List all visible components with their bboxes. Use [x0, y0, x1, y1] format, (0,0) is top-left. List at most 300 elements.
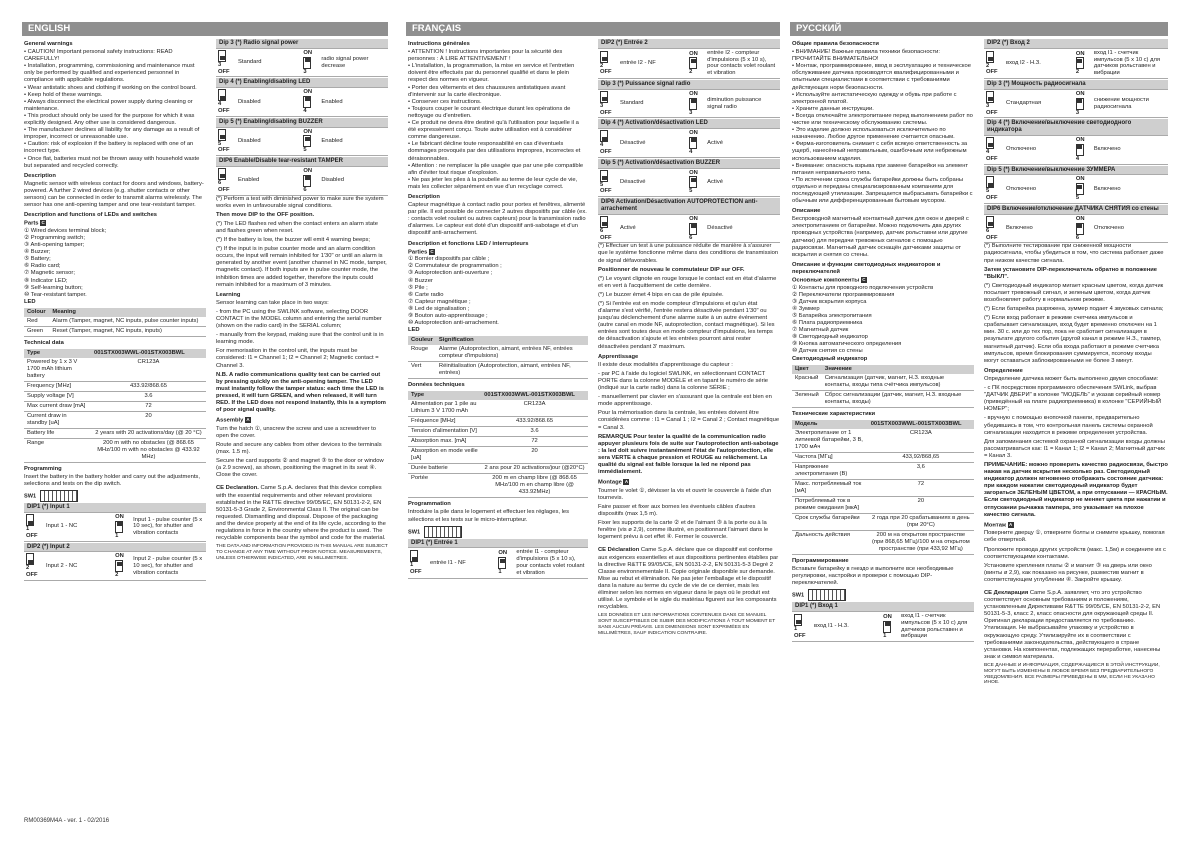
warning-item: • ВНИМАНИЕ! Важные правила техники безопасности: ПРОЧИТАЙТЕ ВНИМАТЕЛЬНО!: [792, 49, 940, 63]
warning-item: • Храните данные инструкции.: [792, 105, 874, 112]
table-cell: 200 m en champ libre (@ 868.65 MHz/100 m en champ libre (@ 433.92MHz): [481, 474, 588, 498]
table-row: [408, 362, 588, 379]
dip-off-switch: [598, 129, 618, 158]
en-description-heading: Description: [24, 172, 56, 179]
dip-title: DIP6 Enable/Disable tear-resistant TAMPER: [216, 157, 388, 166]
fr-description-heading: Description: [408, 193, 440, 200]
dip-off-switch: [984, 214, 1004, 243]
assembly-item: Route and secure any cables from other devices to the terminals (max. 1.5 m).: [216, 442, 382, 456]
part-item: ⑨ Bouton auto-apprentissage ;: [408, 313, 488, 319]
dip-title: Dip 3 (*) Radio signal power: [216, 39, 388, 48]
dip-off-switch: [598, 89, 618, 118]
en-led-table: [24, 308, 206, 337]
dip-row: [598, 129, 780, 158]
dip-on-number: 2: [1075, 69, 1080, 76]
table-cell: Battery life: [24, 429, 91, 439]
table-cell: Tension d'alimentation [V]: [408, 427, 481, 437]
note-item: (*) Le buzzer émet 4 bips en cas de pile épuisée.: [598, 291, 724, 298]
dip-table: [24, 503, 206, 541]
figure-ref-icon: A: [624, 479, 629, 485]
dip-off-switch: [598, 48, 618, 78]
warning-item: • Caution: risk of explosion if the battery is replaced with one of an incorrect type.: [24, 141, 194, 155]
dip-off-number: 4 OFF: [600, 142, 612, 155]
switch-off-icon: [600, 51, 608, 63]
dip-off-number: 2 OFF: [600, 62, 612, 76]
part-item: ④ Buzzer;: [24, 249, 51, 256]
dip-title: Dip 5 (*) Включение/выключение ЗУММЕРА: [984, 166, 1168, 175]
ru-learning-heading: Определение: [984, 367, 1023, 374]
ru-assembly-heading: Монтаж A: [984, 521, 1013, 529]
part-item: ⑥ Плата радиоприемника: [792, 320, 863, 327]
table-cell: 72: [481, 437, 588, 447]
en-assembly-text: [216, 426, 388, 480]
table-row: [24, 439, 206, 463]
ru-notes: [984, 243, 1168, 365]
dip-title-row: [24, 543, 206, 552]
table-cell: 433.92/868.65: [481, 417, 588, 427]
assembly-item: Secure the card supports ② and magnet ③ to the door or window (a 2.9 screws), as shown, positioning the magnet in its seat ④. Close the cover.: [216, 458, 384, 479]
dip-on-text: вход I1 - счетчик импульсов (5 x 10 с) для датчиков рольставен и вибрации: [899, 611, 974, 641]
part-item: ③ Autoprotection anti-ouverture ;: [408, 270, 493, 277]
en-programming-heading: Programming: [24, 466, 62, 472]
fr-dip-tables-a: [408, 539, 588, 579]
table-row: [408, 427, 588, 437]
en-sw1: SW1: [24, 490, 206, 502]
table-cell: Напряжение электропитания (В): [792, 462, 868, 479]
dip-off-text: Désactivé: [618, 129, 687, 158]
dip-off-text: Activé: [618, 214, 687, 243]
assembly-item: Установите крепления платы ② и магнит ③ на дверь или окно (винты ø 2,9), как показано на рисунке, разместив магнит в соответствующем углублении ④. Закройте крышку.: [984, 562, 1152, 583]
on-label: ON: [303, 128, 313, 135]
dip-table: [792, 602, 974, 642]
dip-off-number: 3 OFF: [986, 102, 998, 116]
dip-off-switch: [984, 175, 1004, 204]
part-item: ⑨ Self-learning button;: [24, 284, 83, 291]
dip-table: [216, 157, 388, 195]
dip-title: Dip 3 (*) Puissance signal radio: [598, 80, 780, 89]
ru-tech-table: [792, 420, 974, 555]
table-cell: Потребляемый ток в режиме ожидания [мкА]: [792, 496, 868, 513]
dip-on-number: 6: [1075, 234, 1080, 241]
dip-off-number: 5 OFF: [218, 140, 230, 154]
part-item: ① Bornier dispositifs par câble ;: [408, 256, 490, 263]
table-cell: Absorption en mode veille [uA]: [408, 447, 481, 464]
dip-on-switch: [301, 88, 319, 117]
part-item: ① Wired devices terminal block;: [24, 227, 107, 234]
en-tech-table: [24, 349, 206, 463]
dip-off-text: Отключено: [1004, 175, 1074, 204]
table-header-cell: Colour: [24, 308, 49, 317]
dip-row: [216, 127, 388, 156]
dip-off-switch: [216, 127, 236, 156]
dip-title: Dip 4 (*) Включение/выключение светодиодного индикатора: [984, 119, 1168, 135]
dip-title: DIP1 (*) Input 1: [24, 503, 206, 512]
table-cell: 72: [91, 402, 206, 412]
switch-on-icon: [1076, 57, 1084, 69]
table-header-row: [408, 336, 588, 345]
dip-title-row: [598, 119, 780, 128]
switch-on-icon: [303, 57, 311, 69]
dip-on-text: Activé: [705, 168, 780, 197]
part-item: ② Commutateur de programmation ;: [408, 263, 502, 270]
assembly-item: Fixer les supports de la carte ② et de l'aimant ③ à la porte ou à la fenêtre (vis ø 2,9), comme illustré, en positionnant l'aimant dans le logement prévu à cet effet ④. Fermer le couvercle.: [598, 520, 769, 541]
en-col-b: [216, 38, 388, 832]
warning-item: • This product should only be used for the purpose for which it was explicitly designed. Any other use is considered dangerous.: [24, 112, 195, 127]
dip-on-number: 6: [689, 234, 693, 241]
switch-on-icon: [689, 98, 697, 110]
switch-on-icon: [115, 560, 123, 572]
dip-on-text: Отключено: [1092, 214, 1168, 243]
table-row: [792, 496, 974, 513]
dip-row: [24, 552, 206, 581]
dip-table: [984, 39, 1168, 79]
switch-off-icon: [600, 170, 608, 182]
dip-row: [984, 214, 1168, 243]
table-cell: Rouge: [408, 345, 436, 362]
switch-off-icon: [218, 168, 226, 180]
dip-title: Dip 4 (*) Activation/désactivation LED: [598, 119, 780, 128]
dip-title: Dip 4 (*) Enabling/disabling LED: [216, 78, 388, 87]
dip-off-text: Enabled: [236, 166, 301, 195]
table-cell: 200 m with no obstacles (@ 868.65 MHz/100 m with no obstacles @ 433.92 MHz): [91, 439, 206, 463]
table-header-row: [24, 349, 206, 358]
part-item: ② Programming switch;: [24, 234, 85, 241]
warning-item: • The manufacturer declines all liability for any damage as a result of improper, incorrect or unreasonable use.: [24, 127, 200, 141]
dip-title-row: [984, 166, 1168, 175]
switch-off-icon: [218, 50, 226, 62]
on-label: ON: [1075, 176, 1085, 183]
learning-item: Il existe deux modalités d'apprentissage du capteur :: [598, 361, 733, 368]
switch-on-icon: [883, 621, 891, 633]
warning-item: • Ne pas jeter les piles à la poubelle au terme de leur cycle de vie, mais les collecter séparément en vue d'un recyclage correct.: [408, 176, 578, 190]
ru-dip-tables-b: [984, 39, 1168, 243]
part-item: ③ Датчик вскрытия корпуса: [792, 298, 867, 305]
warning-item: • Монтаж, программирование, ввод в эксплуатацию и техническое обслуживание датчика производятся квалифицированными и опытными специалистами в соответствии с требованиями действующих норм безопасности.: [792, 63, 971, 91]
table-row: [24, 382, 206, 392]
en-learning-heading: Learning: [216, 291, 241, 298]
dip-title-row: [216, 157, 388, 166]
table-cell: Alarme (Autoprotection, aimant, entrées NF, entrées compteur d'impulsions): [436, 345, 588, 362]
fr-programming-heading: Programmation: [408, 501, 451, 508]
dip-off-text: Включено: [1004, 214, 1074, 243]
table-cell: CR123A: [868, 429, 974, 453]
table-cell: Fréquence [MHz]: [408, 417, 481, 427]
dip-on-switch: [1074, 48, 1092, 78]
dip-off-number: 5 OFF: [986, 188, 998, 202]
part-item: ④ Зуммер: [792, 305, 820, 312]
ru-description: Беспроводной магнитный контактный датчик для окон и дверей с электропитанием от батарейки. Можно подключить два других проводных устройства (например, датчик рольставни или другие датчики) для передачи тревожных сигналов с помощью радиосвязи. Магнитный датчик оснащён датчиками защиты от вскрытия и снятия со стены.: [792, 216, 969, 258]
dip-table: [598, 80, 780, 118]
dip-off-number: 2 OFF: [26, 565, 38, 579]
learning-item: - вручную с помощью кнопочной панели, предварительно убедившись в том, что контрольная панель системы охранной сигнализации находится в режиме определения устройства.: [984, 415, 1153, 436]
note-item: (*) Effectuer un test à une puissance réduite de manière à s'assurer que le système fonctionne même dans des conditions de transmission de signal défavorables.: [598, 243, 779, 264]
dip-title: DIP2 (*) Вход 2: [984, 39, 1168, 48]
part-item: ⑦ Capteur magnétique ;: [408, 298, 471, 305]
table-cell: CR123A: [91, 358, 206, 382]
en-declaration-small: THE DATA AND INFORMATION PROVIDED IN THIS MANUAL ARE SUBJECT TO CHANGE AT ANY TIME WITHOUT PRIOR NOTICE. MEASUREMENTS, UNLESS OTHERWISE INDICATED, ARE IN MILLIMETRES.: [216, 544, 388, 561]
en-dip-tables-b: [216, 39, 388, 196]
table-header-cell: 001STX003WWL-001STX003BWL: [481, 391, 588, 400]
table-cell: 3.6: [91, 392, 206, 402]
dip-table: [24, 543, 206, 581]
fr-tech-table: [408, 391, 588, 498]
fr-learning-heading: Apprentissage: [598, 353, 639, 360]
note-item: (*) Светодиодный индикатор мигает красным цветом, когда датчик посылает тревожный сигнал, и зеленым цветом, когда датчик возобновляет работу в нормальном режиме.: [984, 282, 1164, 303]
switch-off-icon: [600, 216, 608, 228]
dip-on-number: 6: [303, 186, 307, 193]
dip-on-number: 5: [1075, 195, 1080, 202]
ce-mark-icon: CE: [984, 590, 994, 596]
warning-item: • Внимание: опасность взрыва при замене батарейки на элемент питания неправильного типа.: [792, 162, 969, 176]
dip-off-text: вход I2 - Н.З.: [1004, 48, 1074, 78]
dip-title-row: [216, 78, 388, 87]
fr-assembly-heading: Montage A: [598, 479, 629, 486]
switch-on-icon: [303, 175, 311, 187]
fr-parts-list: [408, 256, 588, 327]
dip-title-row: [408, 539, 588, 548]
dip-row: [598, 48, 780, 78]
dip-title-row: [984, 119, 1168, 135]
part-item: ① Контакты для проводного подключения устройств: [792, 284, 934, 291]
en-tech-heading: Technical data: [24, 339, 64, 346]
figure-ref-icon: A: [1009, 521, 1013, 527]
dip-on-number: 3: [1075, 109, 1080, 116]
ce-mark-icon: CE: [598, 547, 608, 554]
ru-declaration-small: ВСЕ ДАННЫЕ И ИНФОРМАЦИЯ, СОДЕРЖАЩИЕСЯ В ЭТОЙ ИНСТРУКЦИИ, МОГУТ БЫТЬ ИЗМЕНЕНЫ В ЛЮБОЕ ВРЕМЯ БЕЗ ПРЕДВАРИТЕЛЬНОГО УВЕДОМЛЕНИЯ. ВСЕ РАЗМЕРЫ ПРИВЕДЕНЫ В ММ, ЕСЛИ НЕ УКАЗАНО ИНОЕ.: [984, 662, 1160, 686]
warning-item: • Attention : ne remplacer la pile usagée que par une pile compatible afin d'éviter tout risque d'explosion.: [408, 162, 584, 176]
table-cell: 20: [481, 447, 588, 464]
figure-ref-icon: C: [430, 248, 434, 254]
learning-item: For memorisation in the control unit, the inputs must be considered: I1 = Channel 1; I2 = Channel 2; Magnetic contact = Channel 3.: [216, 348, 379, 369]
learning-item: Определение датчика может быть выполнено двумя способами:: [984, 375, 1159, 382]
dip-row: [984, 89, 1168, 118]
warning-item: • Keep hold of these warnings.: [24, 91, 103, 98]
part-item: ③ Anti-opening tamper;: [24, 242, 85, 249]
table-cell: Durée batterie: [408, 464, 481, 474]
dip-off-text: Input 2 - NC: [44, 552, 113, 581]
note-item: (*) Si l'entrée est en mode compteur d'impulsions et qu'un état d'alarme s'est vérifié, l'entrée restera désactivée pendant 1'30" ou jusqu'au déclenchement d'une alarme suite à un autre événement (autre canal en mode NF, autoprotection, contact magnétique). Si les entrées sont toutes deux en mode compteur d'impulsions, les temps de désactivation s'ajoute et les entrées pourront ainsi rester désactivées pendant 3' maximum.: [598, 301, 775, 350]
dip-off-number: 2 OFF: [986, 62, 998, 76]
switch-on-icon: [689, 176, 697, 188]
part-item: ⑩ Autoprotection anti-arrachement.: [408, 320, 499, 327]
dip-on-text: Включено: [1092, 175, 1168, 204]
table-cell: Макс. потребляемый ток [мА]: [792, 479, 868, 496]
table-cell: 20: [91, 412, 206, 429]
dip-title: DIP2 (*) Input 2: [24, 543, 206, 552]
table-cell: 2 ans pour 20 activations/jour (@20°C): [481, 464, 588, 474]
table-row: [24, 429, 206, 439]
dip-title: DIP6 Включение/отключение ДАТЧИКА СНЯТИЯ со стены: [984, 205, 1168, 214]
dip-off-number: 1 OFF: [410, 562, 422, 576]
switch-off-icon: [26, 514, 34, 526]
on-label: ON: [689, 90, 698, 97]
figure-ref-icon: C: [41, 220, 45, 226]
switch-off-icon: [218, 129, 226, 141]
fr-learning-note: REMARQUE Pour tester la qualité de la communication radio appuyer plusieurs fois de suite sur l'autoprotection anti-sabotage : la led doit suivre instantanément l'état de l'autoprotection, elle sera VERTE à chaque pression et ROUGE au relâchement. La qualité du signal est faible lorsque la led ne répond pas immédiatement.: [598, 433, 779, 476]
ru-programming-heading: Программирование: [792, 557, 849, 564]
dip-on-text: radio signal power decrease: [319, 48, 388, 77]
learning-item: Sensor learning can take place in two ways:: [216, 299, 329, 306]
table-row: [792, 390, 974, 407]
dip-off-switch: [984, 48, 1004, 78]
table-row: [24, 326, 206, 336]
warning-item: • Always disconnect the electrical power supply during cleaning or maintenance.: [24, 98, 193, 112]
table-header-cell: 001STX003WWL-001STX003BWL: [91, 349, 206, 358]
note-item: (*) Выполните тестирование при сниженной мощности радиосигнала, чтобы убедиться в том, что система работает даже при низком качестве сигнала.: [984, 243, 1164, 264]
table-cell: Сигнализация (датчик, магнит, Н.З. входные контакты, входы типа счётчика импульсов): [822, 374, 974, 391]
ce-mark-icon: CE: [216, 485, 226, 492]
table-row: [792, 429, 974, 453]
table-row: [792, 513, 974, 530]
fr-parts-label: Parties C: [408, 248, 434, 256]
note-item: (*) If the battery is low, the buzzer will emit 4 warning beeps;: [216, 237, 371, 244]
dip-on-text: Enabled: [319, 127, 388, 156]
table-row: [24, 412, 206, 429]
dip-table: [216, 39, 388, 77]
dip-table: [984, 80, 1168, 118]
on-label: ON: [303, 49, 313, 56]
dip-off-switch: [24, 513, 44, 542]
dip-title-row: [598, 80, 780, 89]
en-assembly-heading: Assembly A: [216, 417, 250, 424]
learning-item: - manually from the keypad, making sure that the control unit is in learning mode.: [216, 332, 384, 346]
dip-on-switch: [1074, 135, 1092, 164]
fr-led-label: LED: [408, 327, 420, 334]
en-declaration: CE Declaration. Came S.p.A. declares that this device complies with the essential requirements and other relevant provisions established in the R&TTE directive 99/05/EC, EN 50131-2-2, EN 50131-5-3 Grade 2, Environmental Class II. The original can be requested. Dismantling and disposal. Dispose of the packaging and the device properly at the end of its life cycle, according to the regulations in force in the country where the product is used. The recyclable components bear the symbol and code for the material.: [216, 485, 386, 542]
en-programming-text: Insert the battery in the battery holder and carry out the adjustments, selections and tests on the dip switch.: [24, 474, 200, 488]
dip-off-switch: [598, 168, 618, 197]
dip-on-text: Enabled: [319, 88, 388, 117]
assembly-item: Проложите провода других устройств (макс. 1,5м) и соедините их с соответствующими контактами.: [984, 546, 1166, 560]
switch-off-icon: [986, 176, 994, 188]
note-item: Затем установите DIP-переключатель обратно в положение "ВЫКЛ".: [984, 266, 1157, 280]
table-row: [792, 452, 974, 462]
on-label: ON: [303, 167, 313, 174]
fr-dip-tables-b: [598, 39, 780, 243]
fr-leds-heading: Description et fonctions LED / interrupteurs: [408, 240, 529, 247]
switch-on-icon: [1076, 183, 1084, 195]
part-item: ⑤ Pile ;: [408, 284, 428, 291]
figure-ref-icon: C: [862, 277, 866, 282]
switch-off-icon: [794, 614, 802, 626]
part-item: ⑩ Датчик снятия со стены: [792, 348, 863, 355]
assembly-item: Tourner le volet ①, dévisser la vis et ouvrir le couvercle à l'aide d'un tournevis.: [598, 487, 772, 501]
table-cell: CR123A: [481, 400, 588, 417]
dip-off-number: 5 OFF: [600, 181, 612, 195]
ru-parts-list: [792, 285, 974, 356]
ru-parts-label: Основные компоненты C: [792, 277, 866, 284]
dip-title: DIP2 (*) Entrée 2: [598, 39, 780, 48]
table-row: [408, 437, 588, 447]
table-header-cell: Meaning: [49, 308, 206, 317]
warning-item: • Once flat, batteries must not be thrown away with household waste but separated and recycled correctly.: [24, 155, 200, 169]
warning-item: • ATTENTION ! Instructions importantes pour la sécurité des personnes : À LIRE ATTENTIVEMENT !: [408, 49, 563, 63]
switch-off-icon: [26, 553, 34, 565]
dip-title: DIP6 Activation/Désactivation AUTOPROTECTION anti-arrachement: [598, 198, 780, 214]
en-parts-list: [24, 228, 206, 299]
table-header-row: [792, 420, 974, 429]
dip-table: [598, 39, 780, 79]
switch-on-icon: [115, 521, 123, 533]
on-label: ON: [1075, 90, 1085, 97]
on-label: ON: [689, 215, 698, 222]
dip-on-text: Input 1 - pulse counter (5 x 10 sec), for shutter and vibration contacts: [131, 513, 206, 542]
dip-on-text: Activé: [705, 129, 780, 158]
note-item: (*) If the input is in pulse counter mode and an alarm condition occurs, the input will remain inhibited for 1'30" or until an alarm is generated by another event (another channel in NC mode, tamper, magnetic contact). If both inputs are in pulse counter mode, the inhibition times are added together, therefore the inputs could remain inhibited for a maximum of 3 minutes.: [216, 246, 387, 288]
dip-on-text: Input 2 - pulse counter (5 x 10 sec), for shutter and vibration contacts: [131, 552, 206, 581]
dip-off-text: entrée I1 - NF: [428, 548, 496, 578]
dip-table: [984, 205, 1168, 243]
table-header-cell: Type: [408, 391, 481, 400]
table-cell: Current draw in standby [uA]: [24, 412, 91, 429]
fr-learning-text: [598, 362, 780, 432]
part-item: ⑦ Magnetic sensor;: [24, 270, 75, 277]
dip-off-switch: [598, 214, 618, 243]
dip-row: [216, 48, 388, 77]
switch-off-icon: [986, 51, 994, 63]
learning-item: Для запоминания системой охранной сигнализации входы должны рассматриваться как: I1 = Канал 1; I2 = Канал 2; Магнитный датчик = Канал 3.: [984, 438, 1165, 459]
table-header-row: [792, 365, 974, 374]
on-label: ON: [1075, 50, 1085, 57]
table-header-cell: Значение: [822, 365, 974, 374]
warning-item: • Фирма-изготовитель снимает с себя всякую ответственность за ущерб, нанесённый неправильным, ошибочным или небрежным использованием изделия.: [792, 141, 968, 162]
table-cell: Supply voltage [V]: [24, 392, 91, 402]
dip-on-switch: [687, 214, 705, 243]
fr-notes: [598, 243, 780, 350]
table-cell: Reset (Tamper, magnet, NC inputs, inputs): [49, 326, 206, 336]
table-cell: Частота [МГц]: [792, 452, 868, 462]
dip-off-switch: [408, 548, 428, 578]
switch-on-icon: [1076, 223, 1084, 235]
table-cell: 3,6: [868, 462, 974, 479]
on-label: ON: [883, 613, 892, 620]
switch-on-icon: [303, 96, 311, 108]
switch-off-icon: [600, 130, 608, 142]
table-cell: Дальность действия: [792, 530, 868, 554]
dip-off-number: 3 OFF: [218, 61, 230, 75]
learning-item: Pour la mémorisation dans la centrale, les entrées doivent être considérées comme : I1 = Canal 1 ; I2 = Canal 2 ; Contact magnétique = Canal 3.: [598, 410, 780, 431]
table-row: [792, 479, 974, 496]
switch-on-icon: [303, 135, 311, 147]
table-header-cell: 001STX003WWL-001STX003BWL: [868, 420, 974, 429]
on-label: ON: [303, 89, 313, 96]
table-cell: Vert: [408, 362, 436, 379]
table-row: [24, 358, 206, 382]
dip-title-row: [216, 118, 388, 127]
dip-on-text: entrée I2 - compteur d'impulsions (5 x 10 s), pour contacts volet roulant et vibration: [705, 48, 780, 78]
learning-item: - с ПК посредством программного обеспечения SWLink, выбрав "ДАТЧИК ДВЕРИ" в колонке "МОДЕЛЬ" и указав серийный номер (приведённый на плате радиоприемника) в колонке "СЕРИЙНЫЙ НОМЕР";: [984, 385, 1162, 413]
note-item: (*) Perform a test with diminished power to make sure the system works even in unfavourable signal conditions.: [216, 195, 384, 209]
warning-item: • Это изделие должно использоваться исключительно по назначению. Любое другое применение считается опасным.: [792, 127, 955, 141]
dip-switch-icon: [424, 526, 462, 538]
ru-leds-heading: Описание и функции светодиодных индикаторов и переключателей: [792, 261, 941, 275]
table-header-cell: Цвет: [792, 365, 822, 374]
dip-off-switch: [24, 552, 44, 581]
part-item: ⑨ Кнопка автоматического определения: [792, 341, 902, 348]
ru-col-b: [984, 38, 1168, 832]
dip-on-switch: [1074, 175, 1092, 204]
dip-title-row: [24, 503, 206, 512]
part-item: ④ Buzzer: [408, 277, 433, 284]
table-row: [408, 464, 588, 474]
ru-assembly-text: [984, 530, 1168, 584]
on-label: ON: [1075, 215, 1085, 222]
assembly-item: Faire passer et fixer aux bornes les éventuels câbles d'autres dispositifs (max 1,5 m).: [598, 503, 756, 518]
table-cell: Alimentation par 1 pile au Lithium 3 V 1700 mAh: [408, 400, 481, 417]
dip-title-row: [984, 80, 1168, 89]
table-cell: 433.92/868.65: [91, 382, 206, 392]
fr-warnings-heading: Instructions générales: [408, 41, 470, 47]
